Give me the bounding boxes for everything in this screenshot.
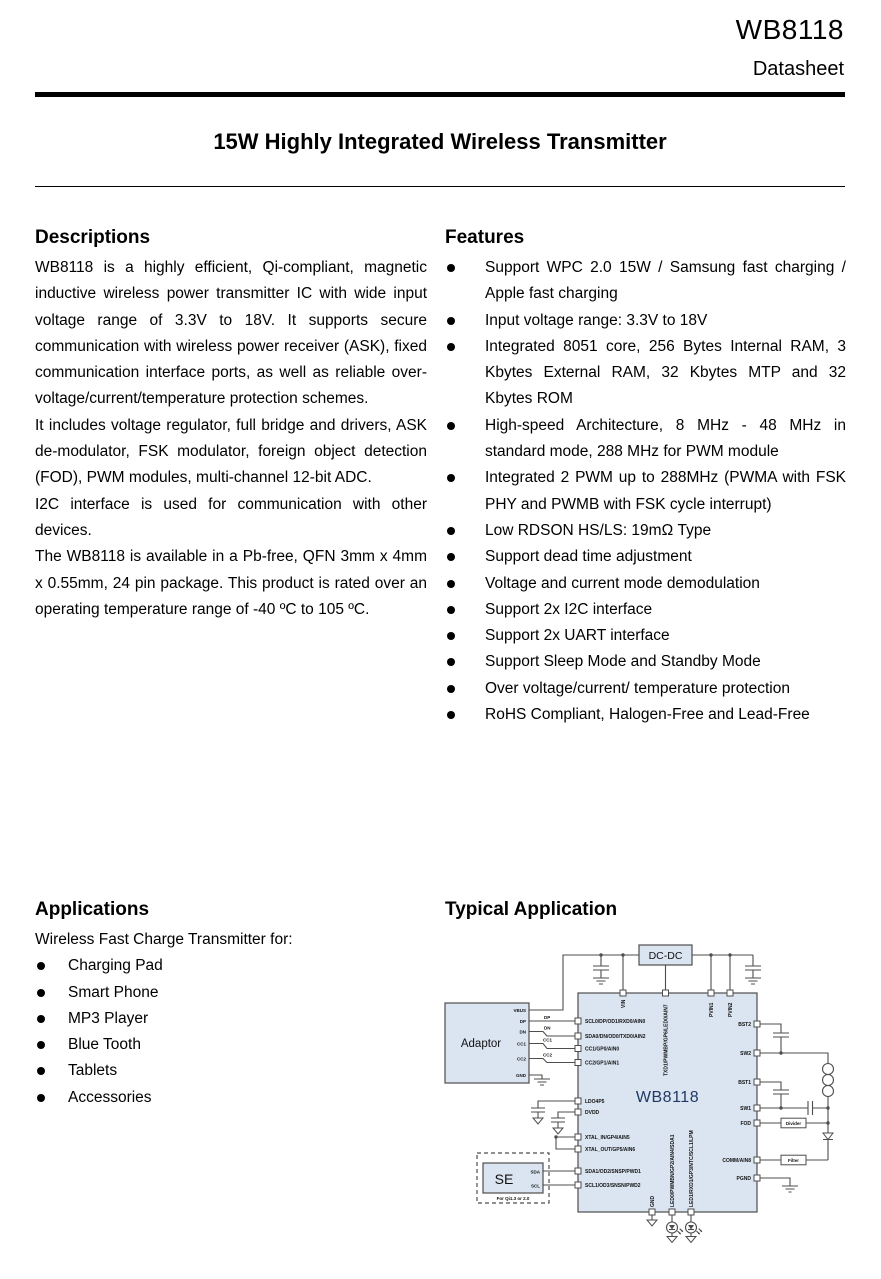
- dcdc-label: DC-DC: [648, 950, 683, 962]
- bullet-icon: [447, 317, 455, 325]
- features-section: [445, 227, 846, 728]
- pin-label-ldo4p5: LDO4P5: [585, 1098, 605, 1105]
- se-note: For Qi1.3 or 2.0: [496, 1195, 530, 1201]
- pin-label-scl1: SCL1/OD3/SNSN/PWD2: [585, 1182, 641, 1189]
- feature-text: Voltage and current mode demodulation: [485, 574, 760, 592]
- description-paragraph-2: It includes voltage regulator, full bridge and drivers, ASK de-modulator, FSK modulator, foreign object detection (FOD), PWM modules, multi-channel 12-bit ADC.: [35, 416, 427, 487]
- comm-filter: [760, 1155, 828, 1165]
- bullet-icon: [37, 989, 45, 997]
- pin-label-led1: LED1/RXD1/GP3/NTC/SCL1/LPM: [688, 1130, 695, 1207]
- feature-item: [445, 571, 846, 597]
- feature-item: [445, 518, 846, 544]
- bullet-icon: [37, 1094, 45, 1102]
- application-item: [35, 953, 435, 979]
- features-heading: Features: [445, 227, 525, 248]
- dvdd-capacitor: [551, 1112, 575, 1134]
- feature-text: Support 2x UART interface: [485, 627, 670, 645]
- feature-item: [445, 334, 846, 413]
- pin-label-sw2: SW2: [740, 1050, 751, 1057]
- bullet-icon: [37, 1067, 45, 1075]
- pin-label-fod: FOD: [740, 1120, 751, 1127]
- feature-item: [445, 413, 846, 466]
- feature-text: Integrated 2 PWM up to 288MHz (PWMA with FSK PHY and PWMB with FSK cycle interrupt): [485, 469, 846, 513]
- pin-label-sda0: SDA0/DN/OD0/TXD0/AIN2: [585, 1033, 646, 1040]
- se-block: [477, 1153, 575, 1203]
- feature-item: [445, 465, 846, 518]
- adaptor-pin-gnd: GND: [516, 1072, 526, 1078]
- pin-label-pvin2: PVIN2: [727, 1002, 734, 1017]
- feature-item: [445, 255, 846, 308]
- wire-label-dp: DP: [544, 1015, 551, 1020]
- se-pin-sda: SDA: [530, 1169, 540, 1175]
- feature-text: Support 2x I2C interface: [485, 600, 653, 618]
- bullet-icon: [447, 606, 455, 614]
- pin-label-pvin1: PVIN1: [708, 1002, 715, 1017]
- application-text: Blue Tooth: [68, 1036, 141, 1054]
- application-text: Accessories: [68, 1088, 152, 1106]
- bullet-icon: [447, 711, 455, 719]
- pin-label-vin: VIN: [620, 999, 627, 1008]
- pin-label-bst1: BST1: [738, 1079, 751, 1086]
- descriptions-heading: Descriptions: [35, 227, 151, 248]
- feature-text: RoHS Compliant, Halogen-Free and Lead-Free: [485, 706, 810, 724]
- pgnd-ground: [760, 1178, 798, 1192]
- led0-indicator: [667, 1215, 683, 1243]
- adaptor-pin-dp: DP: [519, 1018, 526, 1024]
- clamp-diode: [823, 1108, 833, 1160]
- bullet-icon: [37, 962, 45, 970]
- adaptor-pin-cc2: CC2: [516, 1056, 526, 1062]
- descriptions-section: [35, 227, 427, 623]
- bullet-icon: [447, 264, 455, 272]
- divider-label: Divider: [785, 1121, 802, 1127]
- pin-label-xtal-in: XTAL_IN/GP4/AIN5: [585, 1134, 630, 1141]
- application-text: Charging Pad: [68, 957, 163, 975]
- bullet-icon: [447, 580, 455, 588]
- filter-label: Filter: [787, 1158, 800, 1164]
- xtal-wires: [554, 1135, 575, 1149]
- se-pin-scl: SCL: [531, 1183, 540, 1189]
- header-rule: [35, 92, 845, 97]
- typical-application-diagram: [440, 930, 881, 1279]
- se-label: SE: [494, 1171, 514, 1187]
- feature-text: Support dead time adjustment: [485, 548, 692, 566]
- pin-label-pgnd: PGND: [736, 1175, 751, 1182]
- pin-label-sw1: SW1: [740, 1105, 751, 1112]
- application-item: [35, 1085, 435, 1111]
- pin-label-dvdd: DVDD: [585, 1109, 600, 1116]
- pin-label-cc2: CC2/GP1/AIN1: [585, 1060, 620, 1067]
- usb-wires: [529, 1015, 575, 1085]
- adaptor-pin-vbus: VBUS: [513, 1007, 526, 1013]
- bullet-icon: [447, 527, 455, 535]
- feature-item: [445, 676, 846, 702]
- led1-indicator: [686, 1215, 702, 1243]
- feature-item: [445, 308, 846, 334]
- gnd-pin-ground: [647, 1215, 657, 1226]
- description-paragraph-4: The WB8118 is available in a Pb-free, QFN 3mm x 4mm x 0.55mm, 24 pin package. This product is rated over an operating temperature range of -40 ºC to 105 ºC.: [35, 548, 427, 618]
- feature-text: Over voltage/current/ temperature protection: [485, 679, 790, 697]
- bullet-icon: [447, 632, 455, 640]
- bullet-icon: [447, 422, 455, 430]
- adaptor-pin-cc1: CC1: [516, 1041, 526, 1047]
- chip-label: WB8118: [635, 1089, 700, 1106]
- bullet-icon: [447, 553, 455, 561]
- pin-label-gnd: GND: [649, 1195, 656, 1207]
- title-rule: [35, 186, 845, 187]
- applications-intro: Wireless Fast Charge Transmitter for:: [35, 931, 293, 948]
- wire-label-dn: DN: [544, 1025, 551, 1031]
- feature-item: [445, 544, 846, 570]
- application-item: [35, 1006, 435, 1032]
- adaptor-block: [445, 1003, 529, 1083]
- bullet-icon: [37, 1041, 45, 1049]
- bst2-capacitor: [760, 1024, 789, 1055]
- description-paragraph-3: I2C interface is used for communication with other devices.: [35, 495, 427, 539]
- dcdc-block: [639, 945, 692, 965]
- sw1-series-capacitor: [760, 1101, 830, 1115]
- fod-divider: [760, 1118, 830, 1128]
- pin-label-cc1: CC1/GP0/AIN0: [585, 1046, 620, 1053]
- pin-label-led0: LED0/PWMBN/GP2/AIN4/SDA1: [669, 1134, 676, 1207]
- pin-label-bst2: BST2: [738, 1021, 751, 1028]
- application-text: MP3 Player: [68, 1009, 149, 1027]
- feature-item: [445, 623, 846, 649]
- bullet-icon: [447, 658, 455, 666]
- feature-text: Integrated 8051 core, 256 Bytes Internal RAM, 3 Kbytes External RAM, 32 Kbytes MTP and 32 Kbytes ROM: [485, 337, 846, 408]
- applications-heading: Applications: [35, 899, 150, 920]
- application-item: [35, 1058, 435, 1084]
- pin-label-scl0: SCL0/DP/OD1/RXD0/AIN0: [585, 1018, 646, 1025]
- bullet-icon: [37, 1015, 45, 1023]
- feature-item: [445, 649, 846, 675]
- adaptor-pin-dn: DN: [519, 1029, 526, 1035]
- bullet-icon: [447, 685, 455, 693]
- bullet-icon: [447, 343, 455, 351]
- sw2-wire-and-coil: [760, 1053, 834, 1108]
- feature-item: [445, 702, 846, 728]
- page-title: 15W Highly Integrated Wireless Transmitter: [213, 129, 667, 154]
- pin-label-txd1: TXD1/PWMBP/GP6/LED0/AIN7: [663, 1004, 670, 1076]
- applications-section: [35, 899, 435, 1111]
- description-paragraph-1: WB8118 is a highly efficient, Qi-compliant, magnetic inductive wireless power transmitter IC with wide input voltage range of 3.3V to 18V. It supports secure communication with wireless power receiver (ASK), fixed communication interface ports, as well as reliable over-voltage/current/temperature protection schemes.: [35, 259, 427, 408]
- feature-text: Support Sleep Mode and Standby Mode: [485, 653, 761, 671]
- bst1-capacitor: [760, 1082, 789, 1110]
- wire-label-cc1: CC1: [543, 1037, 553, 1043]
- adaptor-label: Adaptor: [460, 1038, 502, 1050]
- feature-text: Input voltage range: 3.3V to 18V: [485, 311, 708, 329]
- pin-label-comm: COMM/AIN8: [722, 1157, 751, 1164]
- wire-label-cc2: CC2: [543, 1052, 553, 1058]
- product-name: WB8118: [735, 14, 844, 45]
- feature-text: Low RDSON HS/LS: 19mΩ Type: [485, 521, 712, 539]
- application-text: Tablets: [68, 1062, 118, 1080]
- feature-text: High-speed Architecture, 8 MHz - 48 MHz in standard mode, 288 MHz for PWM module: [485, 416, 846, 461]
- feature-item: [445, 597, 846, 623]
- pin-label-sda1: SDA1/OD2/SNSP/PWD1: [585, 1168, 641, 1175]
- feature-text: Support WPC 2.0 15W / Samsung fast charging / Apple fast charging: [485, 259, 846, 303]
- typical-application-heading: Typical Application: [445, 899, 618, 920]
- application-item: [35, 1032, 435, 1058]
- pin-label-xtal-out: XTAL_OUT/GP5/AIN6: [585, 1146, 636, 1153]
- application-text: Smart Phone: [68, 983, 159, 1001]
- application-item: [35, 980, 435, 1006]
- bullet-icon: [447, 474, 455, 482]
- doc-type-label: Datasheet: [752, 58, 844, 80]
